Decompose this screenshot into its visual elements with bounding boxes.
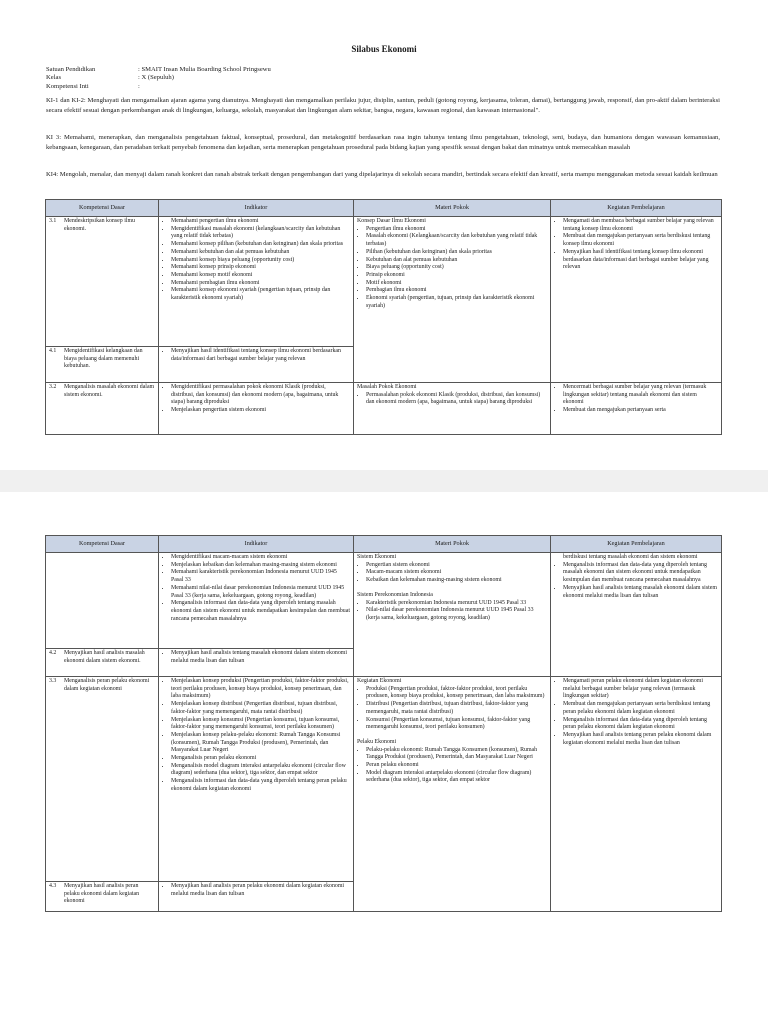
- list-item: • Mengidentifikasi permasalahan pokok ekonomi Klasik (produksi, distribusi, dan konsumsi) dan ekonomi modern (apa, bagaimana, untuk siapa) barang diproduksi: [171, 384, 350, 407]
- kegiatan-cell: [551, 383, 722, 435]
- kd-text: Mendeskripsikan konsep ilmu ekonomi.: [64, 218, 136, 232]
- indikator-cell: [159, 383, 354, 435]
- kd-cell: [46, 217, 159, 347]
- list-item: • Biaya peluang (opportunity cost): [366, 264, 547, 272]
- materi-cell: [354, 217, 551, 383]
- meta-value: : X (Sepuluh): [138, 74, 174, 82]
- materi-cell: [354, 677, 551, 912]
- list-item: • Memahami pembagian ilmu ekonomi: [171, 280, 350, 288]
- list-item: • Mengamati dan membaca berbagai sumber belajar yang relevan tentang konsep ilmu ekonomi: [563, 218, 718, 233]
- syllabus-table-2: [45, 535, 722, 912]
- list-item: • Membuat dan mengajukan pertanyaan serta: [563, 407, 718, 415]
- kd-cell: [46, 649, 159, 677]
- table-header-row: [46, 536, 722, 553]
- page-2: [0, 492, 768, 1024]
- list-item: • Pelaku-pelaku ekonomi: Rumah Tangga Konsumen (konsumen), Rumah Tangga Produksi (produsen), Pemerintah, dan Masyarakat Luar Negeri: [366, 747, 547, 762]
- list-item: • Mengamati peran pelaku ekonomi dalam kegiatan ekonomi melalui berbagai sumber belajar yang relevan (termasuk lingkungan sekitar): [563, 678, 718, 701]
- materi-title: Kegiatan Ekonomi: [357, 678, 402, 684]
- list-item: • Masalah ekonomi (Kelangkaan/scarcity dan kebutuhan yang relatif tidak terbatas): [366, 233, 547, 248]
- ki-4-paragraph: KI4: Mengolah, menalar, dan menyaji dalam ranah konkret dan ranah abstrak terkait dengan pengembangan dari yang dipelajarinya di sekolah secara mandiri, bertindak secara efektif dan kreatif, serta mampu menggunakan metoda sesuai kaidah keilmuan: [46, 171, 718, 178]
- meta-value: : SMAIT Insan Mulia Boarding School Pringsewu: [138, 66, 271, 73]
- kd-text: Menganalisis peran pelaku ekonomi dalam kegiatan ekonomi: [64, 678, 150, 692]
- header-materi-pokok: Materi Pokok: [354, 536, 551, 553]
- kd-cell: [46, 383, 159, 435]
- meta-key: Kelas: [46, 74, 62, 82]
- list-item: • Mengidentifikasi macam-macam sistem ekonomi: [171, 554, 350, 562]
- kd-number: 3.2: [49, 384, 57, 390]
- materi-title: Masalah Pokok Ekonomi: [357, 384, 417, 390]
- list-item: • Memahami konsep prinsip ekonomi: [171, 264, 350, 272]
- list-item: • Prinsip ekonomi: [366, 272, 547, 280]
- list-item: • Mengidentifikasi masalah ekonomi (kelangkaan/scarcity dan kebutuhan yang relatif tidak terbatas): [171, 226, 350, 241]
- list-item: • Menjelaskan konsep konsumsi (Pengertian konsumsi, tujuan konsumsi, faktor-faktor yang memengaruhi konsumsi, teori perilaku konsumen): [171, 717, 350, 732]
- document-meta: [46, 66, 271, 91]
- document-title: Silabus Ekonomi: [351, 44, 417, 54]
- kegiatan-continued-text: berdiskusi tentang masalah ekonomi dan sistem ekonomi: [563, 554, 698, 560]
- list-item: • Menjelaskan kebaikan dan kelemahan masing-masing sistem ekonomi: [171, 562, 350, 570]
- page-1: [0, 0, 768, 470]
- kd-cell: [46, 677, 159, 882]
- table-row: [46, 677, 722, 882]
- kd-number: 4.3: [49, 883, 57, 889]
- list-item: • Karakteristik perekonomian Indonesia menurut UUD 1945 Pasal 33: [366, 600, 547, 608]
- list-item: • Membuat dan mengajukan pertanyaan serta berdiskusi tentang konsep ilmu ekonomi: [563, 233, 718, 248]
- header-kegiatan-pembelajaran: Kegiatan Pembelajaran: [551, 200, 722, 217]
- list-item: • Memahami karakteristik perekonomian Indonesia menurut UUD 1945 Pasal 33: [171, 569, 350, 584]
- list-item: • Memahami konsep ekonomi syariah (pengertian tujuan, prinsip dan karakteristik ekonomi syariah): [171, 287, 350, 302]
- ki-3-paragraph: KI 3: Memahami, menerapkan, dan menganalisis pengetahuan faktual, konseptual, prosedural, dan metakognitif berdasarkan rasa ingin tahunya tentang ilmu pengetahuan, teknologi, seni, budaya, dan humaniora dengan wawasan kemanusiaan, kebangsaan, kenegaraan, dan peradaban terkait penyebab fenomena dan kejadian, serta menerapkan pengetahuan prosedural pada bidang kajian yang spesifik sesuai dengan bakat dan minatnya untuk memecahkan masalah: [46, 134, 720, 151]
- kegiatan-cell: [551, 217, 722, 383]
- kd-number: 3.3: [49, 678, 57, 684]
- list-item: • Peran pelaku ekonomi: [366, 762, 547, 770]
- indikator-cell: [159, 553, 354, 649]
- materi-title: Sistem Ekonomi: [357, 554, 397, 560]
- list-item: • Produksi (Pengertian produksi, faktor-faktor produksi, teori perilaku produsen, konsep biaya produksi, konsep penerimaan, dan laba maksimum): [366, 686, 547, 701]
- table-row: [46, 383, 722, 435]
- list-item: • Kebutuhan dan alat pemuas kebutuhan: [366, 257, 547, 265]
- list-item: • Pengertian sistem ekonomi: [366, 562, 547, 570]
- kd-number: 4.2: [49, 650, 57, 656]
- table-row: [46, 217, 722, 347]
- list-item: • Memahami konsep motif ekonomi: [171, 272, 350, 280]
- list-item: • Menyajikan hasil analisis tentang peran pelaku ekonomi dalam kegiatan ekonomi melalui media lisan dan tulisan: [563, 732, 718, 747]
- header-kompetensi-dasar: Kompetensi Dasar: [46, 200, 159, 217]
- list-item: • Menganalisis informasi dan data-data yang diperoleh tentang masalah ekonomi dan sistem ekonomi untuk mendapatkan kesimpulan dan membuat rancana pemecahan masalahnya: [171, 600, 350, 623]
- list-item: • Menyajikan hasil analisis tentang masalah ekonomi dalam sistem ekonomi melalui media lisan dan tulisan: [171, 650, 350, 665]
- indikator-cell: [159, 347, 354, 383]
- list-item: • Macam-macam sistem ekonomi: [366, 569, 547, 577]
- table-header-row: [46, 200, 722, 217]
- indikator-cell: [159, 649, 354, 677]
- list-item: • Memahami pengertian ilmu ekonomi: [171, 218, 350, 226]
- materi-title: Pelaku Ekonomi: [357, 738, 397, 745]
- list-item: • Menyajikan hasil identifikasi tentang konsep ilmu ekonomi berdasarkan data/informasi dari berbagai sumber belajar yang relevan: [563, 249, 718, 272]
- meta-row: [46, 74, 271, 82]
- list-item: • Motif ekonomi: [366, 280, 547, 288]
- list-item: • Distribusi (Pengertian distribusi, tujuan distribusi, faktor-faktor yang memengaruhi, mata rantai distribusi): [366, 701, 547, 716]
- list-item: • Memahami konsep biaya peluang (opportunity cost): [171, 257, 350, 265]
- list-item: • Konsumsi (Pengertian konsumsi, tujuan konsumsi, faktor-faktor yang memengaruhi konsumsi, teori perilaku konsumen): [366, 717, 547, 732]
- kd-text: Menyajikan hasil analisis masalah ekonomi dalam sistem ekonomi.: [64, 650, 145, 664]
- list-item: • Menyajikan hasil identifikasi tentang konsep ilmu ekonomi berdasarkan data/informasi dari berbagai sumber belajar yang relevan: [171, 348, 350, 363]
- kd-number: 3.1: [49, 218, 57, 224]
- list-item: • Menyajikan hasil analisis tentang masalah ekonomi dalam sistem ekonomi melalui media lisan dan tulisan: [563, 585, 718, 600]
- header-kompetensi-dasar: Kompetensi Dasar: [46, 536, 159, 553]
- kd-cell: [46, 553, 159, 649]
- materi-title: Konsep Dasar Ilmu Ekonomi: [357, 218, 426, 224]
- list-item: • Pilihan (kebutuhan dan keinginan) dan skala prioritas: [366, 249, 547, 257]
- header-materi-pokok: Materi Pokok: [354, 200, 551, 217]
- list-item: • Memahami nilai-nilai dasar perekonomian Indonesia menurut UUD 1945 Pasal 33 (kerja sama, kekeluargaan, gotong royong, keadilan): [171, 585, 350, 600]
- materi-title: Sistem Perekonomian Indonesia: [357, 591, 433, 598]
- meta-row: [46, 83, 271, 91]
- list-item: • Memahami konsep pilihan (kebutuhan dan keinginan) dan skala prioritas: [171, 241, 350, 249]
- meta-key: Satuan Pendidikan: [46, 66, 96, 73]
- list-item: • Menjelaskan pengertian sistem ekonomi: [171, 407, 350, 415]
- list-item: • Mencermati berbagai sumber belajar yang relevan (termasuk lingkungan sekitar) tentang masalah ekonomi dan sistem ekonomi: [563, 384, 718, 407]
- list-item: • Menganalisis informasi dan data-data yang diperoleh tentang peran pelaku ekonomi dalam kegiatan ekonomi: [171, 778, 350, 793]
- ki-1-2-paragraph: KI-1 dan KI-2: Menghayati dan mengamalkan ajaran agama yang dianutnya. Menghayati dan mengamalkan perilaku jujur, disiplin, santun, peduli (gotong royong, kerjasama, toleran, damai), bertanggung jawab, responsif, dan pro-aktif dalam berinteraksi secara efektif sesuai dengan perkembangan anak di lingkungan, keluarga, sekolah, masyarakat dan lingkungan alam sekitar, bangsa, negara, kawasan regional, dan kawasan internasional".: [46, 97, 720, 114]
- header-indikator: Indikator: [159, 536, 354, 553]
- list-item: • Membuat dan mengajukan pertanyaan serta berdiskusi tentang peran pelaku ekonomi dalam kegiatan ekonomi: [563, 701, 718, 716]
- list-item: • Kebaikan dan kelemahan masing-masing sistem ekonomi: [366, 577, 547, 585]
- list-item: • Model diagram interaksi antarpelaku ekonomi (circular flow diagram) sederhana (dua sektor), tiga sektor, dan empat sektor: [366, 770, 547, 785]
- indikator-cell: [159, 677, 354, 882]
- kd-cell: [46, 882, 159, 912]
- list-item: • Menganalisis informasi dan data-data yang diperoleh tentang masalah ekonomi dan sistem ekonomi untuk mendapatkan kesimpulan dan membuat rancana pemecahan masalahnya: [563, 562, 718, 585]
- list-item: • Menjelaskan konsep produksi (Pengertian produksi, faktor-faktor produksi, teori perilaku produsen, konsep biaya produksi, konsep penerimaan, dan laba maksimum): [171, 678, 350, 701]
- kd-text: Menganalisis masalah ekonomi dalam sistem ekonomi.: [64, 384, 155, 398]
- list-item: • Menganalisis peran pelaku ekonomi: [171, 755, 350, 763]
- indikator-cell: [159, 217, 354, 347]
- list-item: • Menjelaskan konsep pelaku-pelaku ekonomi: Rumah Tangga Konsumsi (konsumen), Rumah Tangga Produksi (produsen), Pemerintah, dan Masyarakat Luar Negeri: [171, 732, 350, 755]
- list-item: • Menyajikan hasil analisis peran pelaku ekonomi dalam kegiatan ekonomi melalui media lisan dan tulisan: [171, 883, 350, 898]
- kegiatan-cell: [551, 553, 722, 677]
- materi-cell: [354, 553, 551, 677]
- list-item: • Menganalisis informasi dan data-data yang diperoleh tentang peran pelaku ekonomi dalam kegiatan ekonomi: [563, 717, 718, 732]
- list-item: • Permasalahan pokok ekonomi Klasik (produksi, distribusi, dan konsumsi) dan ekonomi modern (apa, bagaimana, untuk siapa) barang diproduksi: [366, 392, 547, 407]
- meta-value: :: [138, 82, 140, 90]
- kd-cell: [46, 347, 159, 383]
- meta-key: Kompetensi Inti: [46, 82, 89, 90]
- list-item: • Menganalisis model diagram interaksi antarpelaku ekonomi (circular flow diagram) sederhana (dua sektor), tiga sektor, dan empat sektor: [171, 763, 350, 778]
- kd-text: Mengidentifikasi kelangkaan dan biaya peluang dalam memenuhi kebutuhan.: [64, 348, 143, 370]
- table-row: [46, 553, 722, 649]
- syllabus-table-1: [45, 199, 722, 435]
- materi-cell: [354, 383, 551, 435]
- list-item: • Nilai-nilai dasar perekonomian Indonesia menurut UUD 1945 Pasal 33 (kerja sama, kekeluargaan, gotong royong, keadilan): [366, 607, 547, 622]
- meta-row: [46, 66, 271, 74]
- list-item: • Pembagian ilmu ekonomi: [366, 287, 547, 295]
- kd-text: Menyajikan hasil analisis peran pelaku ekonomi dalam kegiatan ekonomi: [64, 883, 140, 905]
- list-item: • Ekonomi syariah (pengertian, tujuan, prinsip dan karakteristik ekonomi syariah): [366, 295, 547, 310]
- header-indikator: Indikator: [159, 200, 354, 217]
- list-item: • Pengertian ilmu ekonomi: [366, 226, 547, 234]
- list-item: • Memahami kebutuhan dan alat pemuas kebutuhan: [171, 249, 350, 257]
- kd-number: 4.1: [49, 348, 57, 354]
- kegiatan-cell: [551, 677, 722, 912]
- header-kegiatan-pembelajaran: Kegiatan Pembelajaran: [551, 536, 722, 553]
- list-item: • Menjelaskan konsep distribusi (Pengertian distribusi, tujuan distribusi, faktor-faktor yang memengaruhi, mata rantai distribusi): [171, 701, 350, 716]
- indikator-cell: [159, 882, 354, 912]
